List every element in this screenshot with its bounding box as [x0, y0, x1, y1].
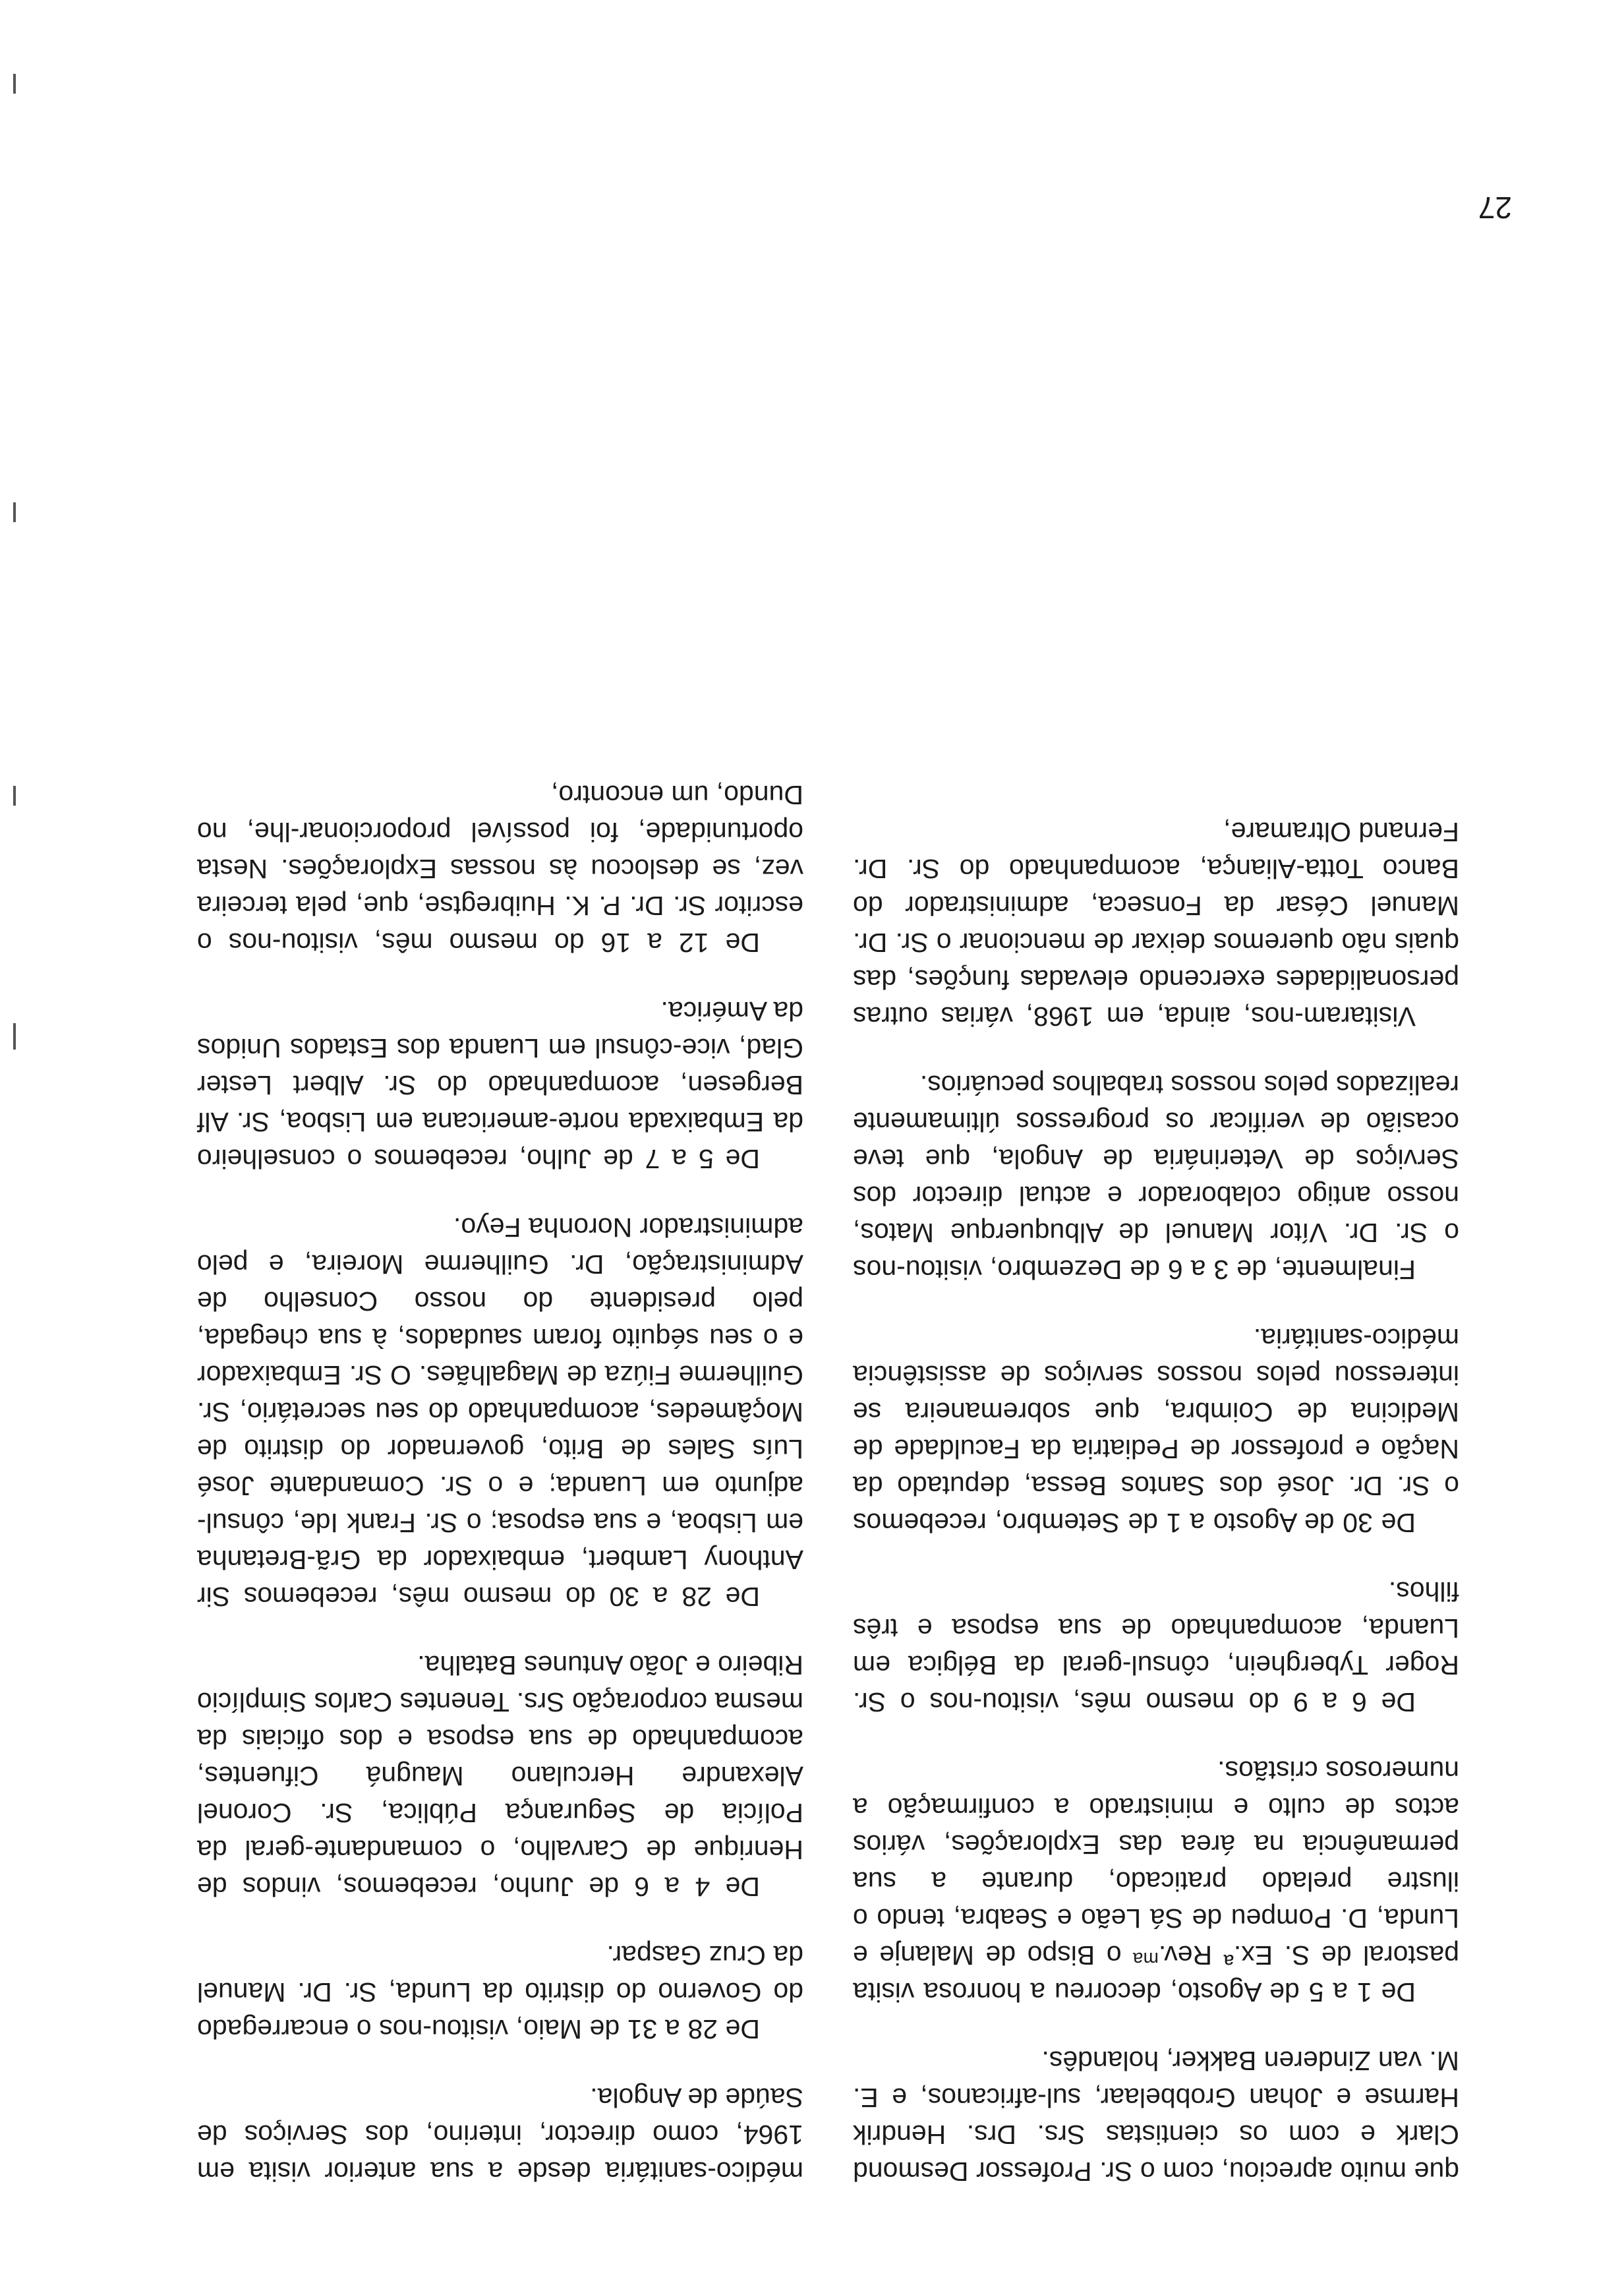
right-column [197, 745, 803, 2190]
paragraph: De 28 a 30 do mesmo mês, recebemos Sir Anthony Lambert, embaixador da Grã-Bretanha em Lisboa, e sua esposa; o Sr. Frank Ide, cônsul-adjunto em Luanda; e o Sr. Comandante José Luís Sales de Brito, governador do distrito de Moçâmedes, acompanhado do seu secretário, Sr. Guilherme Fiúza de Magalhães. O Sr. Embaixador e o seu séquito foram saudados, à sua chegada, pelo presidente do nosso Conselho de Administração, Dr. Guilherme Moreira, e pelo administrador Noronha Feyo. [197, 1212, 803, 1612]
paragraph: De 6 a 9 do mesmo mês, visitou-nos o Sr. Roger Tyberghein, cônsul-geral da Bélgica em Luanda, acompanhado de sua esposa e três filhos. [853, 1576, 1459, 1717]
paragraph: que muito apreciou, com o Sr. Professor Desmond Clark e com os cientistas Srs. Drs. Hendrik Harmse e Johan Grobbelaar, sul-africanos, e E. M. van Zinderen Bakker, holandês. [853, 2046, 1459, 2187]
paragraph: De 5 a 7 de Julho, recebemos o conselheiro da Embaixada norte-americana em Lisboa, Sr. Alf Bergesen, acompanhado do Sr. Albert Lester Glad, vice-cônsul em Luanda dos Estados Unidos da América. [197, 996, 803, 1174]
scan-artifact [13, 786, 16, 806]
scan-artifact [13, 1023, 16, 1050]
paragraph: De 12 a 16 do mesmo mês, visitou-nos o escritor Sr. Dr. P. K. Huibregtse, que, pela terceira vez, se deslocou às nossas Explorações. Nesta oportunidade, foi possível proporcionar-lhe, no Dundo, um encontro, [197, 780, 803, 958]
paragraph: Visitaram-nos, ainda, em 1968, várias outras personalidades exercendo elevadas funções, das quais não queremos deixar de mencionar o Sr. Dr. Manuel César da Fonseca, administrador do Banco Totta-Aliança, acompanhado do Sr. Dr. Fernand Oltramare, [853, 817, 1459, 1032]
paragraph: De 28 a 31 de Maio, visitou-nos o encarregado do Governo do distrito da Lunda, Sr. Dr. Manuel da Cruz Gaspar. [197, 1940, 803, 2044]
left-column [853, 782, 1459, 2190]
paragraph: médico-sanitária desde a sua anterior visita em 1964, como director, interino, dos Serviços de Saúde de Angola. [197, 2083, 803, 2187]
page-number: 27 [1478, 191, 1512, 225]
paragraph: Finalmente, de 3 a 6 de Dezembro, visitou-nos o Sr. Dr. Vítor Manuel de Albuquerque Matos, nosso antigo colaborador e actual director dos Serviços de Veterinária de Angola, que teve ocasião de verificar os progressos últimamente realizados pelos nossos trabalhos pecuários. [853, 1070, 1459, 1285]
scan-artifact [13, 74, 16, 94]
scan-artifact [13, 502, 16, 522]
paragraph: De 4 a 6 de Junho, recebemos, vindos de Henrique de Carvalho, o comandante-geral da Polícia de Segurança Pública, Sr. Coronel Alexandre Herculano Maugná Cifuentes, acompanhado de sua esposa e dos oficiais da mesma corporação Srs. Tenentes Carlos Simplício Ribeiro e João Antunes Batalha. [197, 1650, 803, 1902]
paragraph: De 30 de Agosto a 1 de Setembro, recebemos o Sr. Dr. José dos Santos Bessa, deputado da Nação e professor de Pediatria da Faculdade de Medicina de Coimbra, que sobremaneira se interessou pelos nossos serviços de assistência médico-sanitária. [853, 1323, 1459, 1538]
paragraph: De 1 a 5 de Agosto, decorreu a honrosa visita pastoral de S. Ex.ª Rev.ᵐᵃ o Bispo de Malanje e Lunda, D. Pompeu de Sá Leão e Seabra, tendo o ilustre prelado praticado, durante a sua permanência na área das Explorações, vários actos de culto e ministrado a confirmação a numerosos cristãos. [853, 1756, 1459, 2007]
